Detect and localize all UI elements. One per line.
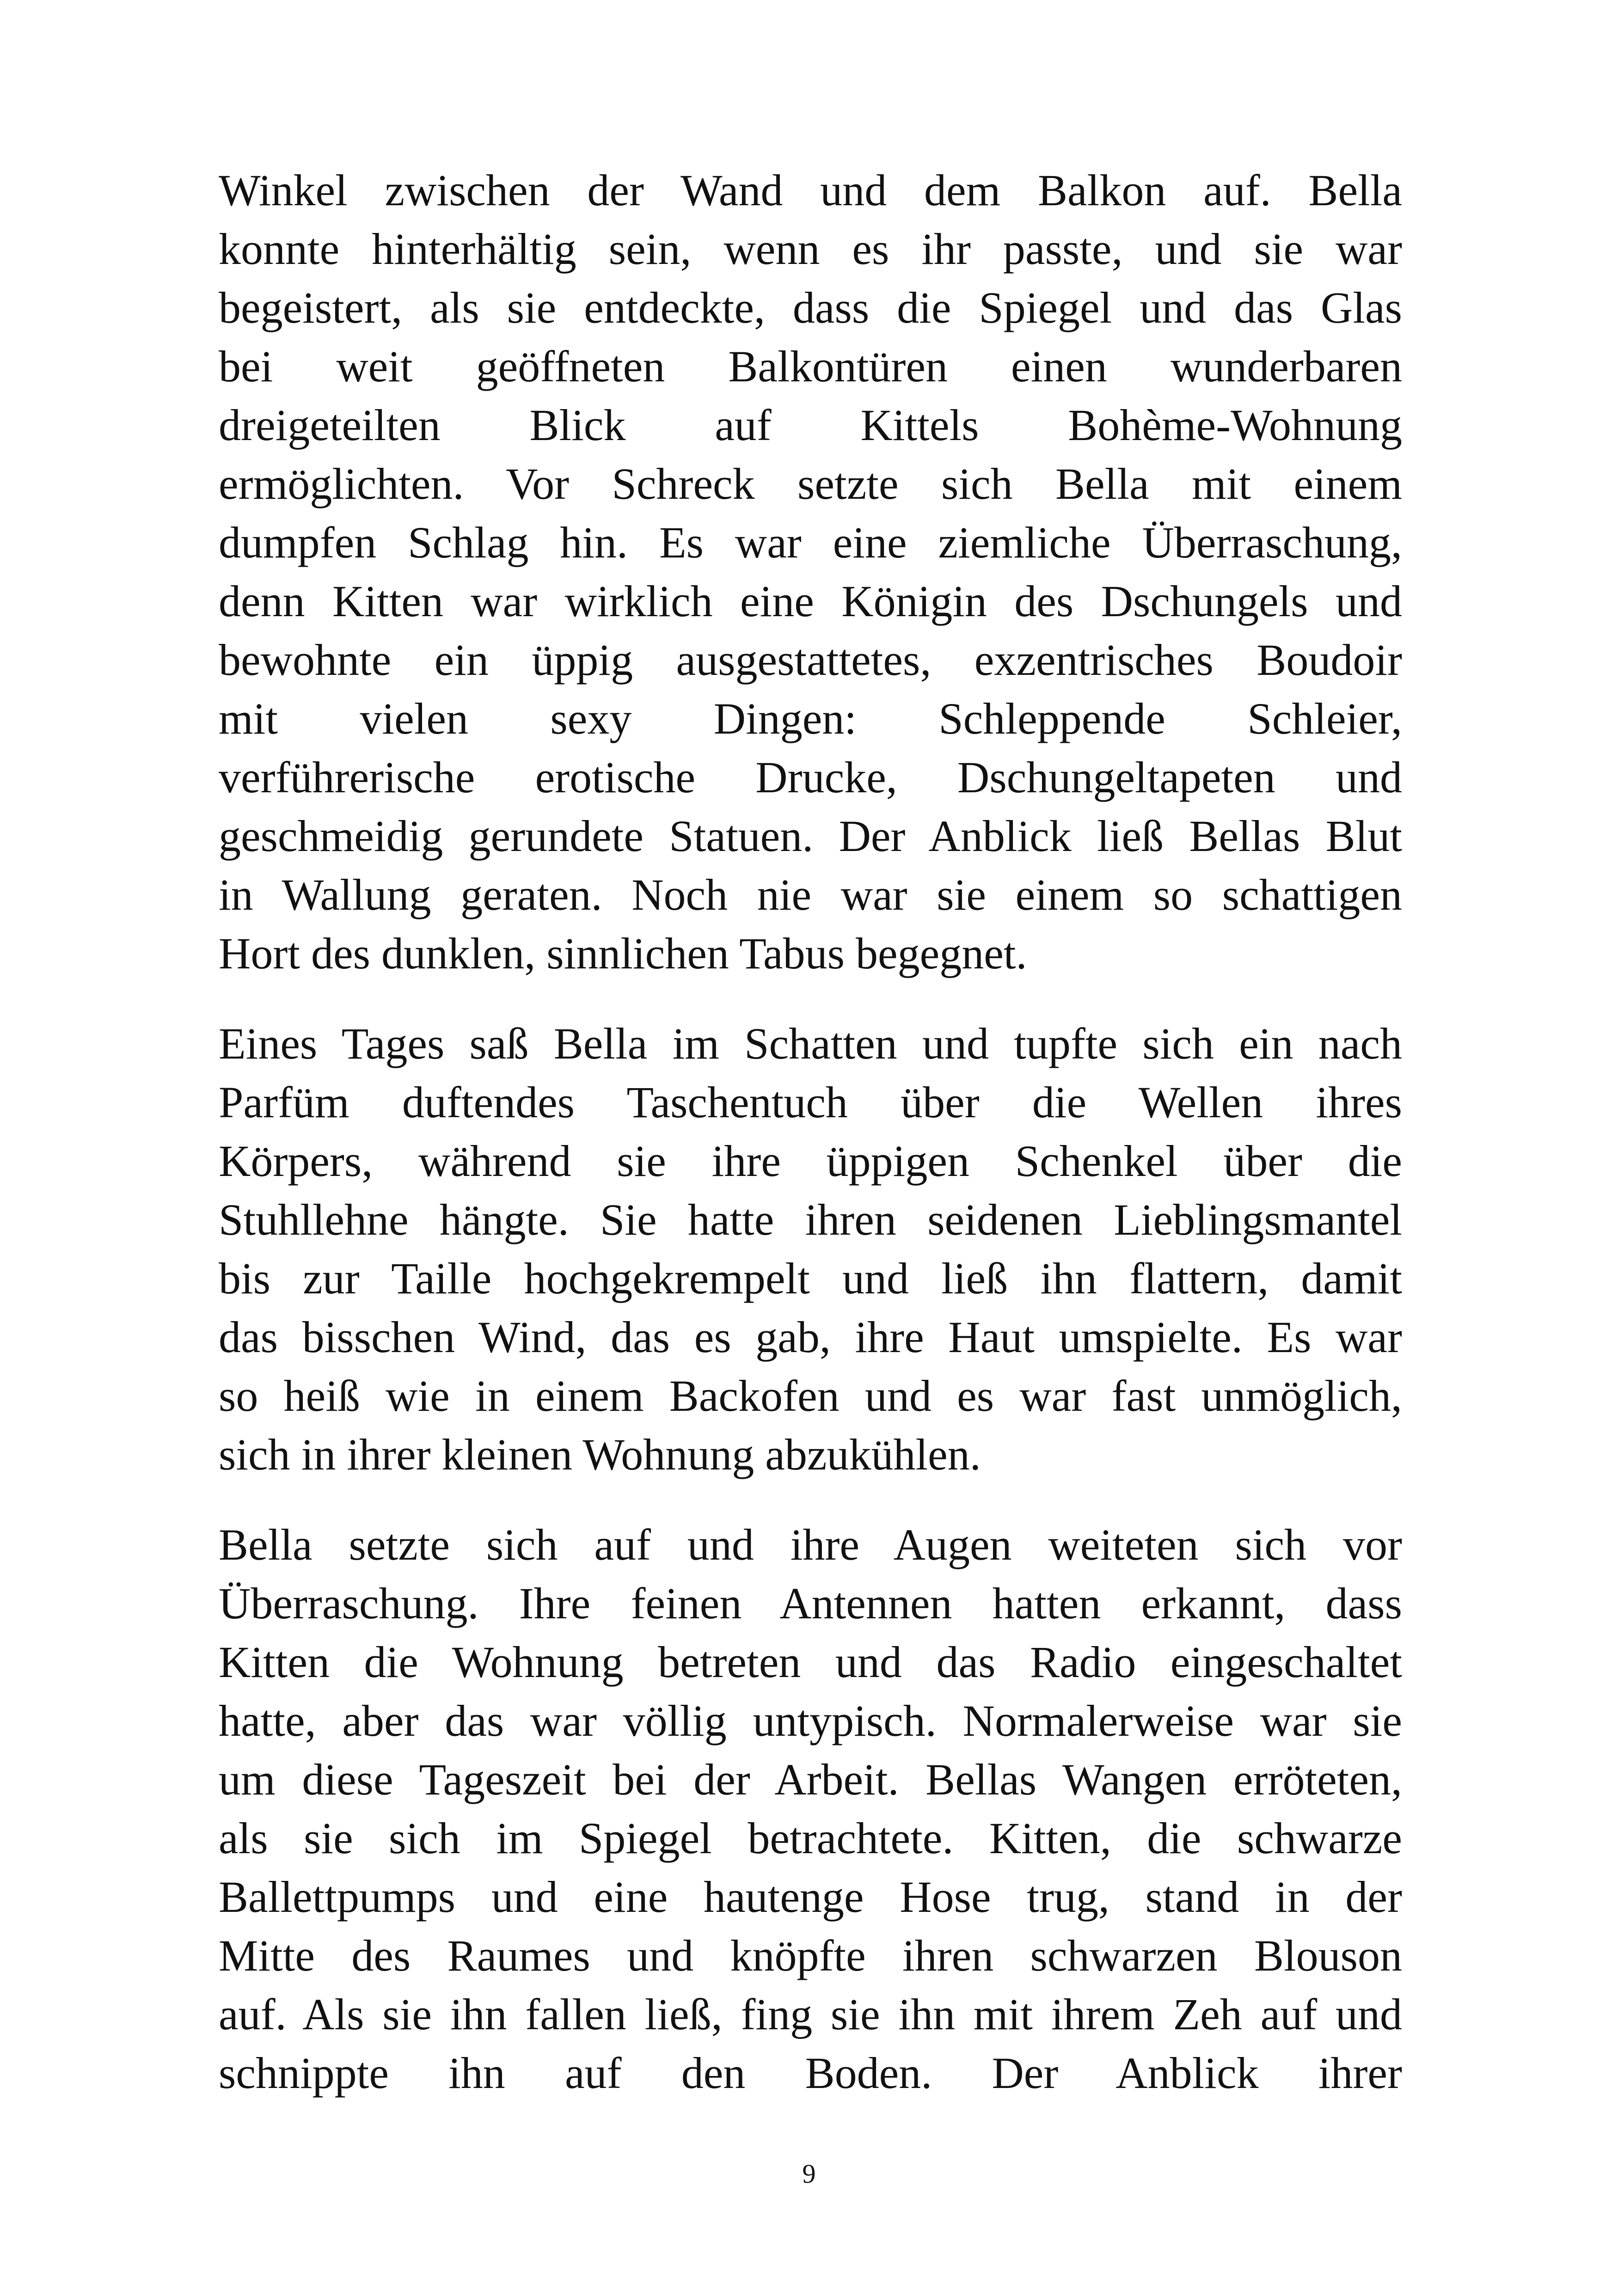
text-line: bis zur Taille hochgekrempelt und ließ ihn flattern, damit (219, 1254, 1402, 1303)
text-line: als sie sich im Spiegel betrachtete. Kitten, die schwarze (219, 1813, 1402, 1863)
text-line: Hort des dunklen, sinnlichen Tabus begegnet. (219, 929, 1027, 978)
text-line: Stuhllehne hängte. Sie hatte ihren seidenen Lieblingsmantel (219, 1195, 1402, 1244)
text-line: verführerische erotische Drucke, Dschungeltapeten und (219, 753, 1402, 802)
text-line: Kitten die Wohnung betreten und das Radio eingeschaltet (219, 1637, 1402, 1687)
text-line: sich in ihrer kleinen Wohnung abzukühlen. (219, 1430, 981, 1479)
text-line: das bisschen Wind, das es gab, ihre Haut umspielte. Es war (219, 1312, 1402, 1362)
text-line: Überraschung. Ihre feinen Antennen hatten erkannt, dass (219, 1579, 1402, 1628)
text-line: geschmeidig gerundete Statuen. Der Anblick ließ Bellas Blut (219, 811, 1402, 861)
text-line: so heiß wie in einem Backofen und es war fast unmöglich, (219, 1371, 1402, 1420)
text-line: denn Kitten war wirklich eine Königin des Dschungels und (219, 576, 1402, 626)
paragraph (219, 161, 1402, 983)
text-line: Ballettpumps und eine hautenge Hose trug, stand in der (219, 1872, 1402, 1922)
text-line: auf. Als sie ihn fallen ließ, fing sie ihn mit ihrem Zeh auf und (219, 1990, 1402, 2039)
body-text (219, 161, 1402, 2134)
text-line: schnippte ihn auf den Boden. Der Anblick ihrer (219, 2048, 1402, 2098)
text-line: Parfüm duftendes Taschentuch über die Wellen ihres (219, 1078, 1402, 1127)
text-line: bei weit geöffneten Balkontüren einen wunderbaren (219, 342, 1402, 391)
page-number: 9 (802, 2159, 816, 2189)
paragraph (219, 1515, 1402, 2102)
text-line: in Wallung geraten. Noch nie war sie einem so schattigen (219, 870, 1402, 919)
text-line: Mitte des Raumes und knöpfte ihren schwarzen Blouson (219, 1931, 1402, 1980)
text-line: Winkel zwischen der Wand und dem Balkon auf. Bella (219, 165, 1402, 215)
text-line: um diese Tageszeit bei der Arbeit. Bellas Wangen erröteten, (219, 1755, 1402, 1804)
text-line: mit vielen sexy Dingen: Schleppende Schleier, (219, 694, 1402, 743)
text-line: dreigeteilten Blick auf Kittels Bohème-Wohnung (219, 400, 1402, 450)
text-line: begeistert, als sie entdeckte, dass die Spiegel und das Glas (219, 283, 1402, 332)
text-line: hatte, aber das war völlig untypisch. Normalerweise war sie (219, 1696, 1402, 1745)
text-line: Eines Tages saß Bella im Schatten und tupfte sich ein nach (219, 1019, 1402, 1068)
paragraph (219, 1014, 1402, 1484)
text-line: Körpers, während sie ihre üppigen Schenkel über die (219, 1136, 1402, 1186)
text-line: dumpfen Schlag hin. Es war eine ziemliche Überraschung, (219, 518, 1402, 567)
text-line: bewohnte ein üppig ausgestattetes, exzentrisches Boudoir (219, 635, 1402, 685)
text-line: Bella setzte sich auf und ihre Augen weiteten sich vor (219, 1520, 1402, 1569)
text-line: konnte hinterhältig sein, wenn es ihr passte, und sie war (219, 224, 1402, 274)
text-line: ermöglichten. Vor Schreck setzte sich Bella mit einem (219, 459, 1402, 508)
